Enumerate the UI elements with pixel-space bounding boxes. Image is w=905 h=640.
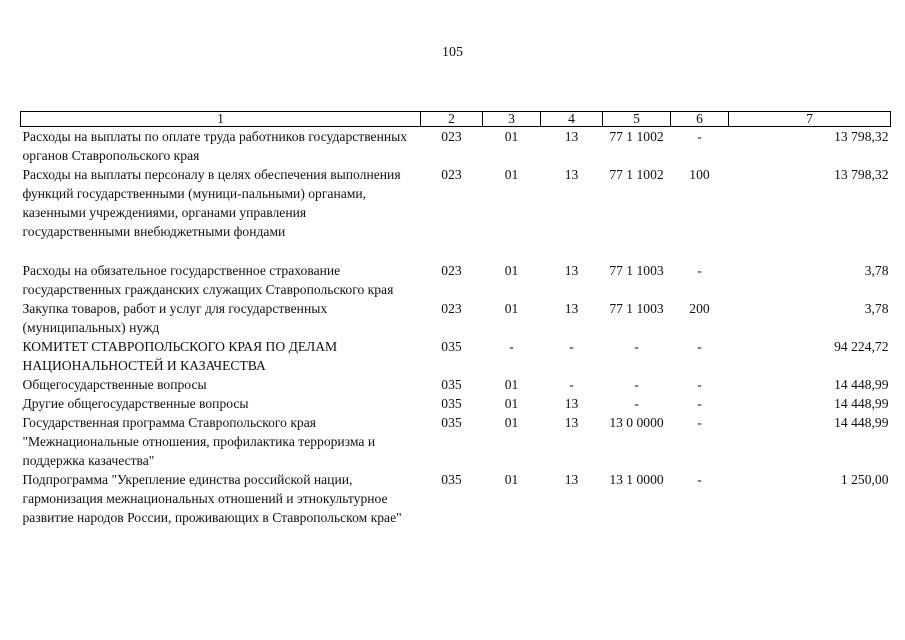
row-subsection-code: 13 [564,167,579,182]
column-header: 1 [21,112,421,127]
row-name: Государственная программа Ставропольского края "Межнациональные отношения, профилактика терроризма и поддержка казачества" [22,415,376,468]
row-section-code: - [509,339,514,354]
row-target-code: 77 1 1003 [609,263,664,278]
row-expense-type: - [697,396,702,411]
row-amount: 14 448,99 [834,396,889,411]
column-header: 4 [541,112,603,127]
row-subsection-code: - [569,377,574,392]
row-ministry-code: 035 [441,415,462,430]
row-subsection-code: 13 [564,415,579,430]
row-subsection-code: 13 [564,301,579,316]
row-target-code: 77 1 1003 [609,301,664,316]
table-row [21,337,891,375]
table-row [21,375,891,394]
row-target-code: 77 1 1002 [609,129,664,144]
row-section-code: 01 [504,301,519,316]
column-header: 5 [603,112,671,127]
spacer-cell [21,241,891,261]
page-number: 105 [442,45,463,60]
table-row [21,261,891,299]
row-subsection-code: 13 [564,396,579,411]
row-subsection-code: 13 [564,263,579,278]
row-ministry-code: 035 [441,396,462,411]
row-subsection-code: - [569,339,574,354]
row-expense-type: - [697,415,702,430]
column-header: 7 [729,112,891,127]
row-name: Расходы на выплаты по оплате труда работников государственных органов Ставропольского края [22,129,408,163]
column-header: 3 [483,112,541,127]
budget-table [20,111,891,527]
row-ministry-code: 023 [441,167,462,182]
row-amount: 14 448,99 [834,415,889,430]
row-expense-type: - [697,472,702,487]
row-target-code: - [634,377,639,392]
row-amount: 3,78 [864,301,889,316]
row-name: Другие общегосударственные вопросы [22,396,249,411]
row-expense-type: 100 [689,167,710,182]
row-section-code: 01 [504,472,519,487]
row-amount: 13 798,32 [834,129,889,144]
row-section-code: 01 [504,263,519,278]
row-name: Общегосударственные вопросы [22,377,207,392]
table-row [21,165,891,241]
table-row [21,413,891,470]
row-expense-type: - [697,339,702,354]
row-ministry-code: 035 [441,339,462,354]
table-row [21,394,891,413]
row-name: Расходы на обязательное государственное страхование государственных гражданских служащих Ставропольского края [22,263,394,297]
row-amount: 3,78 [864,263,889,278]
row-subsection-code: 13 [564,129,579,144]
column-header: 2 [421,112,483,127]
row-name: Подпрограмма "Укрепление единства российской нации, гармонизация межнациональных отношений и этнокультурное развитие народов России, проживающих в Ставропольском крае" [22,472,402,525]
row-section-code: 01 [504,377,519,392]
row-expense-type: - [697,263,702,278]
row-expense-type: - [697,129,702,144]
table-row [21,299,891,337]
row-target-code: 77 1 1002 [609,167,664,182]
row-amount: 13 798,32 [834,167,889,182]
column-header: 6 [671,112,729,127]
row-target-code: - [634,396,639,411]
row-section-code: 01 [504,396,519,411]
table-row [21,470,891,527]
row-ministry-code: 035 [441,472,462,487]
table-row [21,127,891,166]
row-ministry-code: 035 [441,377,462,392]
row-section-code: 01 [504,129,519,144]
row-amount: 1 250,00 [840,472,889,487]
row-target-code: 13 1 0000 [609,472,664,487]
row-expense-type: 200 [689,301,710,316]
row-name: КОМИТЕТ СТАВРОПОЛЬСКОГО КРАЯ ПО ДЕЛАМ НАЦИОНАЛЬНОСТЕЙ И КАЗАЧЕСТВА [22,339,338,373]
row-section-code: 01 [504,415,519,430]
row-target-code: 13 0 0000 [609,415,664,430]
row-ministry-code: 023 [441,129,462,144]
row-subsection-code: 13 [564,472,579,487]
spacer-row [21,241,891,261]
row-name: Расходы на выплаты персоналу в целях обеспечения выполнения функций государственными (муници-пальными) органами, казенными учреждениями, органами управления государственными внебюджетными фондами [22,167,401,239]
row-section-code: 01 [504,167,519,182]
row-amount: 94 224,72 [834,339,889,354]
row-expense-type: - [697,377,702,392]
row-ministry-code: 023 [441,263,462,278]
header-row [21,112,891,127]
row-name: Закупка товаров, работ и услуг для государственных (муниципальных) нужд [22,301,328,335]
row-ministry-code: 023 [441,301,462,316]
row-target-code: - [634,339,639,354]
row-amount: 14 448,99 [834,377,889,392]
